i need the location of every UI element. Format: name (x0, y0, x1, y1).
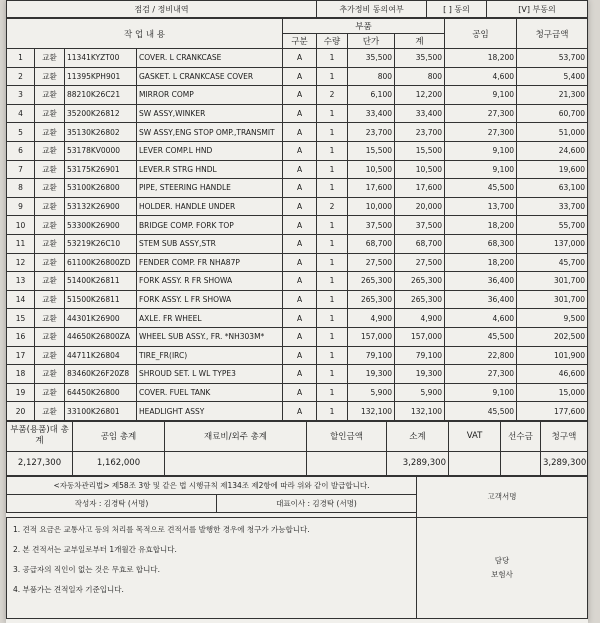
totals-table (6, 421, 588, 476)
part-qty: 1 (317, 123, 348, 142)
parts-header: 부품 (283, 19, 445, 34)
part-name: FORK ASSY. R FR SHOWA (137, 272, 283, 291)
part-grade: A (283, 179, 317, 198)
part-code: 53175K26901 (65, 160, 137, 179)
row-type: 교환 (35, 272, 65, 291)
line-sum: 68,700 (395, 234, 445, 253)
claim-amount: 63,100 (517, 179, 588, 198)
row-number: 4 (7, 104, 35, 123)
unit-price: 68,700 (348, 234, 395, 253)
part-code: 61100K26800ZD (65, 253, 137, 272)
parts-total-value: 2,127,300 (7, 451, 73, 475)
row-number: 17 (7, 346, 35, 365)
part-grade: A (283, 216, 317, 235)
row-type: 교환 (35, 290, 65, 309)
claim-amount: 9,500 (517, 309, 588, 328)
labor-cost: 4,600 (445, 309, 517, 328)
notes-list (7, 517, 417, 618)
vat-label: VAT (449, 421, 501, 451)
items-table (6, 18, 588, 421)
row-type: 교환 (35, 309, 65, 328)
part-code: 53100K26800 (65, 179, 137, 198)
unit-price: 4,900 (348, 309, 395, 328)
footer-table (6, 476, 588, 619)
part-code: 88210K26C21 (65, 86, 137, 105)
unit-header: 단가 (348, 34, 395, 49)
labor-cost: 9,100 (445, 160, 517, 179)
part-name: STEM SUB ASSY,STR (137, 234, 283, 253)
claim-amount: 177,600 (517, 402, 588, 421)
part-qty: 1 (317, 365, 348, 384)
unit-price: 10,000 (348, 197, 395, 216)
unit-price: 10,500 (348, 160, 395, 179)
labor-total-value: 1,162,000 (73, 451, 165, 475)
row-type: 교환 (35, 86, 65, 105)
line-sum: 20,000 (395, 197, 445, 216)
part-qty: 1 (317, 104, 348, 123)
claim-amount: 51,000 (517, 123, 588, 142)
table-row (7, 104, 588, 123)
note-item: 1. 견적 요금은 교통사고 등의 처리를 목적으로 견적서를 발행한 경우에 청구가 가능합니다. (13, 524, 310, 534)
labor-cost: 27,300 (445, 104, 517, 123)
labor-cost: 27,300 (445, 123, 517, 142)
table-row (7, 290, 588, 309)
customer-sign-label: 고객서명 (417, 476, 588, 517)
row-number: 5 (7, 123, 35, 142)
part-grade: A (283, 402, 317, 421)
material-total-label: 재료비/외주 총계 (165, 421, 307, 451)
labor-cost: 27,300 (445, 365, 517, 384)
part-qty: 1 (317, 141, 348, 160)
labor-cost: 9,100 (445, 141, 517, 160)
row-type: 교환 (35, 234, 65, 253)
line-sum: 12,200 (395, 86, 445, 105)
part-grade: A (283, 383, 317, 402)
row-number: 20 (7, 402, 35, 421)
row-number: 15 (7, 309, 35, 328)
discount-label: 할인금액 (307, 421, 387, 451)
part-qty: 2 (317, 86, 348, 105)
part-name: BRIDGE COMP. FORK TOP (137, 216, 283, 235)
unit-price: 17,600 (348, 179, 395, 198)
claim-amount: 53,700 (517, 49, 588, 68)
row-number: 3 (7, 86, 35, 105)
part-name: WHEEL SUB ASSY., FR. *NH303M* (137, 327, 283, 346)
table-row (7, 272, 588, 291)
row-type: 교환 (35, 49, 65, 68)
claim-amount: 5,400 (517, 67, 588, 86)
vat-value (449, 451, 501, 475)
claim-amount: 55,700 (517, 216, 588, 235)
part-qty: 1 (317, 383, 348, 402)
sum-header: 계 (395, 34, 445, 49)
part-code: 44301K26900 (65, 309, 137, 328)
claim-amount: 137,000 (517, 234, 588, 253)
discount-value (307, 451, 387, 475)
unit-price: 132,100 (348, 402, 395, 421)
row-type: 교환 (35, 402, 65, 421)
part-code: 44711K26804 (65, 346, 137, 365)
part-qty: 1 (317, 160, 348, 179)
line-sum: 4,900 (395, 309, 445, 328)
claim-amount: 301,700 (517, 272, 588, 291)
part-grade: A (283, 104, 317, 123)
estimate-sheet (6, 0, 588, 623)
part-name: GASKET. L CRANKCASE COVER (137, 67, 283, 86)
part-grade: A (283, 290, 317, 309)
labor-cost: 45,500 (445, 402, 517, 421)
part-code: 64450K26800 (65, 383, 137, 402)
consent-no: [V] 부동의 (487, 1, 588, 18)
claim-amount: 202,500 (517, 327, 588, 346)
part-code: 53132K26900 (65, 197, 137, 216)
note-item: 3. 공급자의 직인이 없는 것은 무효로 합니다. (13, 564, 161, 574)
labor-cost: 9,100 (445, 383, 517, 402)
part-code: 53300K26900 (65, 216, 137, 235)
header-table (6, 0, 588, 18)
row-type: 교환 (35, 253, 65, 272)
table-row (7, 179, 588, 198)
line-sum: 19,300 (395, 365, 445, 384)
part-name: SHROUD SET. L WL TYPE3 (137, 365, 283, 384)
row-number: 9 (7, 197, 35, 216)
part-grade: A (283, 327, 317, 346)
row-number: 8 (7, 179, 35, 198)
line-sum: 132,100 (395, 402, 445, 421)
table-row (7, 216, 588, 235)
labor-cost: 45,500 (445, 327, 517, 346)
row-type: 교환 (35, 104, 65, 123)
table-row (7, 402, 588, 421)
claim-amount: 33,700 (517, 197, 588, 216)
line-sum: 33,400 (395, 104, 445, 123)
line-sum: 5,900 (395, 383, 445, 402)
part-code: 35200K26812 (65, 104, 137, 123)
ceo-sign: 대표이사 : 김경탁 (서명) (217, 494, 417, 512)
line-sum: 15,500 (395, 141, 445, 160)
part-code: 33100K26801 (65, 402, 137, 421)
row-type: 교환 (35, 346, 65, 365)
part-name: PIPE, STEERING HANDLE (137, 179, 283, 198)
part-code: 51500K26811 (65, 290, 137, 309)
part-code: 83460K26F20Z8 (65, 365, 137, 384)
table-row (7, 86, 588, 105)
part-name: LEVER COMP.L HND (137, 141, 283, 160)
claim-amount: 15,000 (517, 383, 588, 402)
row-type: 교환 (35, 123, 65, 142)
part-qty: 1 (317, 216, 348, 235)
table-row (7, 383, 588, 402)
row-type: 교환 (35, 216, 65, 235)
claim-amount: 19,600 (517, 160, 588, 179)
part-grade: A (283, 365, 317, 384)
part-name: MIRROR COMP (137, 86, 283, 105)
row-type: 교환 (35, 179, 65, 198)
note-item: 4. 부품가는 견적일자 기준입니다. (13, 584, 124, 594)
parts-total-label: 부품(용품)대 총계 (7, 421, 73, 451)
part-qty: 1 (317, 67, 348, 86)
table-row (7, 141, 588, 160)
line-sum: 800 (395, 67, 445, 86)
line-sum: 10,500 (395, 160, 445, 179)
unit-price: 15,500 (348, 141, 395, 160)
part-code: 35130K26802 (65, 123, 137, 142)
row-number: 10 (7, 216, 35, 235)
row-number: 19 (7, 383, 35, 402)
row-number: 13 (7, 272, 35, 291)
claim-amount: 24,600 (517, 141, 588, 160)
labor-cost: 45,500 (445, 179, 517, 198)
labor-cost: 4,600 (445, 67, 517, 86)
consent-yes: [ ] 동의 (427, 1, 487, 18)
table-row (7, 49, 588, 68)
row-type: 교환 (35, 67, 65, 86)
part-name: LEVER.R STRG HNDL (137, 160, 283, 179)
line-sum: 37,500 (395, 216, 445, 235)
row-type: 교환 (35, 327, 65, 346)
unit-price: 23,700 (348, 123, 395, 142)
labor-total-label: 공임 총계 (73, 421, 165, 451)
labor-header: 공임 (445, 19, 517, 49)
labor-cost: 36,400 (445, 272, 517, 291)
unit-price: 265,300 (348, 272, 395, 291)
line-sum: 79,100 (395, 346, 445, 365)
row-number: 7 (7, 160, 35, 179)
table-row (7, 197, 588, 216)
row-type: 교환 (35, 383, 65, 402)
table-row (7, 253, 588, 272)
part-grade: A (283, 234, 317, 253)
unit-price: 5,900 (348, 383, 395, 402)
part-name: TIRE_FR(IRC) (137, 346, 283, 365)
part-name: SW ASSY,ENG STOP OMP.,TRANSMIT (137, 123, 283, 142)
part-name: SW ASSY,WINKER (137, 104, 283, 123)
part-name: COVER. FUEL TANK (137, 383, 283, 402)
row-number: 2 (7, 67, 35, 86)
unit-price: 6,100 (348, 86, 395, 105)
note-item: 2. 본 견적서는 교부일로부터 1개월간 유효합니다. (13, 544, 177, 554)
labor-cost: 36,400 (445, 290, 517, 309)
part-name: AXLE. FR WHEEL (137, 309, 283, 328)
labor-cost: 22,800 (445, 346, 517, 365)
unit-price: 27,500 (348, 253, 395, 272)
part-qty: 1 (317, 179, 348, 198)
writer-sign: 작성자 : 김경탁 (서명) (7, 494, 217, 512)
unit-price: 265,300 (348, 290, 395, 309)
table-row (7, 309, 588, 328)
line-sum: 17,600 (395, 179, 445, 198)
part-qty: 1 (317, 346, 348, 365)
table-row (7, 234, 588, 253)
part-code: 11395KPH901 (65, 67, 137, 86)
part-qty: 1 (317, 49, 348, 68)
row-number: 11 (7, 234, 35, 253)
part-grade: A (283, 67, 317, 86)
unit-price: 37,500 (348, 216, 395, 235)
claim-amount: 45,700 (517, 253, 588, 272)
part-grade: A (283, 253, 317, 272)
work-header: 작 업 내 용 (7, 19, 283, 49)
labor-cost: 9,100 (445, 86, 517, 105)
line-sum: 157,000 (395, 327, 445, 346)
part-grade: A (283, 309, 317, 328)
insurer-label: 담당 보험사 (417, 517, 588, 618)
claim-amount: 301,700 (517, 290, 588, 309)
claim-amount: 60,700 (517, 104, 588, 123)
part-code: 53178KV0000 (65, 141, 137, 160)
row-number: 14 (7, 290, 35, 309)
table-row (7, 123, 588, 142)
unit-price: 800 (348, 67, 395, 86)
row-number: 12 (7, 253, 35, 272)
line-sum: 27,500 (395, 253, 445, 272)
part-qty: 1 (317, 309, 348, 328)
table-row (7, 365, 588, 384)
part-name: HEADLIGHT ASSY (137, 402, 283, 421)
subtotal-value: 3,289,300 (387, 451, 449, 475)
labor-cost: 18,200 (445, 216, 517, 235)
part-grade: A (283, 141, 317, 160)
labor-cost: 18,200 (445, 49, 517, 68)
labor-cost: 18,200 (445, 253, 517, 272)
part-code: 44650K26800ZA (65, 327, 137, 346)
table-row (7, 160, 588, 179)
qty-header: 수량 (317, 34, 348, 49)
consent-label: 추가정비 동의여부 (317, 1, 427, 18)
part-name: COVER. L CRANKCASE (137, 49, 283, 68)
claim-label: 청구액 (541, 421, 588, 451)
part-grade: A (283, 123, 317, 142)
part-qty: 2 (317, 197, 348, 216)
part-qty: 1 (317, 327, 348, 346)
claim-value: 3,289,300 (541, 451, 588, 475)
row-type: 교환 (35, 197, 65, 216)
part-grade: A (283, 86, 317, 105)
table-row (7, 67, 588, 86)
unit-price: 157,000 (348, 327, 395, 346)
part-name: FENDER COMP. FR NHA87P (137, 253, 283, 272)
unit-price: 35,500 (348, 49, 395, 68)
row-type: 교환 (35, 160, 65, 179)
row-number: 1 (7, 49, 35, 68)
law-notice: <자동차관리법> 제58조 3항 및 같은 법 시행규칙 제134조 제2항에 따라 위와 같이 발급합니다. (7, 476, 417, 494)
kind-header: 구분 (283, 34, 317, 49)
claim-header: 청구금액 (517, 19, 588, 49)
inspection-title: 점검 / 정비내역 (7, 1, 317, 18)
part-grade: A (283, 160, 317, 179)
deposit-value (501, 451, 541, 475)
part-qty: 1 (317, 402, 348, 421)
subtotal-label: 소계 (387, 421, 449, 451)
line-sum: 265,300 (395, 290, 445, 309)
part-qty: 1 (317, 290, 348, 309)
part-grade: A (283, 197, 317, 216)
part-code: 53219K26C10 (65, 234, 137, 253)
row-number: 16 (7, 327, 35, 346)
table-row (7, 327, 588, 346)
labor-cost: 13,700 (445, 197, 517, 216)
table-row (7, 346, 588, 365)
line-sum: 35,500 (395, 49, 445, 68)
labor-cost: 68,300 (445, 234, 517, 253)
part-qty: 1 (317, 234, 348, 253)
row-type: 교환 (35, 141, 65, 160)
part-name: FORK ASSY. L FR SHOWA (137, 290, 283, 309)
material-total-value (165, 451, 307, 475)
claim-amount: 21,300 (517, 86, 588, 105)
part-qty: 1 (317, 272, 348, 291)
part-qty: 1 (317, 253, 348, 272)
line-sum: 23,700 (395, 123, 445, 142)
deposit-label: 선수금 (501, 421, 541, 451)
part-code: 11341KYZT00 (65, 49, 137, 68)
unit-price: 19,300 (348, 365, 395, 384)
unit-price: 79,100 (348, 346, 395, 365)
part-name: HOLDER. HANDLE UNDER (137, 197, 283, 216)
part-grade: A (283, 346, 317, 365)
row-number: 18 (7, 365, 35, 384)
part-grade: A (283, 49, 317, 68)
line-sum: 265,300 (395, 272, 445, 291)
claim-amount: 101,900 (517, 346, 588, 365)
part-code: 51400K26811 (65, 272, 137, 291)
part-grade: A (283, 272, 317, 291)
row-number: 6 (7, 141, 35, 160)
unit-price: 33,400 (348, 104, 395, 123)
claim-amount: 46,600 (517, 365, 588, 384)
row-type: 교환 (35, 365, 65, 384)
